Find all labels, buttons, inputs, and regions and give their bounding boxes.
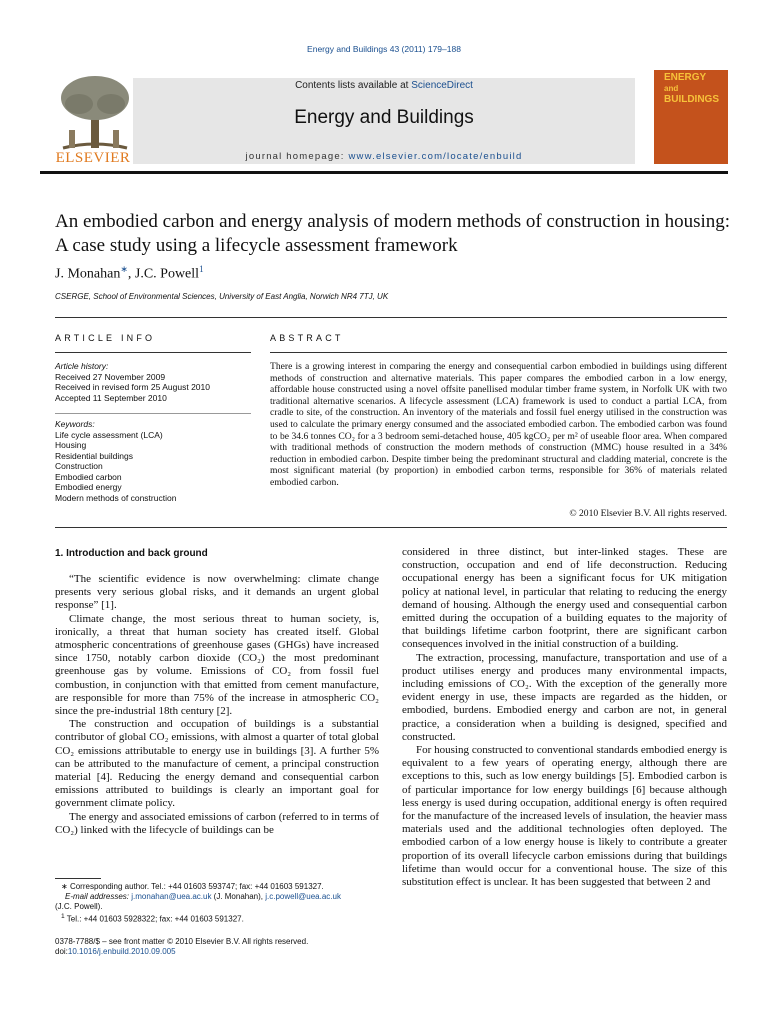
author-2[interactable]: J.C. Powell <box>134 266 200 282</box>
history-label: Article history: <box>55 361 109 371</box>
email-note <box>55 892 379 902</box>
keywords-block <box>55 419 251 503</box>
paragraph: considered in three distinct, but inter-linked stages. These are construction, occupation and end of life deconstruction. Reducing occupational energy has been a significant focus for UK mitigation policy at national level, in particular that relating to reducing the energy demand of housing. Although the energy used and consequential carbon emitted during the occupation of a building equates to the majority of that buildings lifetime carbon footprint, there are significant carbon consequences involved in the initial construction of a building. <box>402 546 727 651</box>
keyword-item: Residential buildings <box>55 450 133 461</box>
homepage-prefix: journal homepage: <box>245 151 349 162</box>
email-label: E-mail addresses: <box>65 892 130 901</box>
footnote-1-text: Tel.: +44 01603 5928322; fax: +44 01603 591327. <box>66 914 244 924</box>
publisher-wordmark: ELSEVIER <box>55 150 131 166</box>
contents-prefix: Contents lists available at <box>295 80 412 91</box>
author-1[interactable]: J. Monahan <box>55 266 121 282</box>
email-2-name: (J.C. Powell). <box>55 902 103 911</box>
author-separator: , <box>127 266 135 282</box>
journal-cover-title <box>664 72 719 105</box>
footnote-1 <box>55 912 379 925</box>
section-heading: 1. Introduction and back ground <box>55 548 208 559</box>
paragraph: The energy and associated emissions of carbon (referred to in terms of CO₂) linked with the lifecycle of buildings can be <box>55 810 379 836</box>
doi-link[interactable]: 10.1016/j.enbuild.2010.09.005 <box>67 947 176 956</box>
doi-line <box>55 947 455 957</box>
homepage-link[interactable]: www.elsevier.com/locate/enbuild <box>348 151 523 162</box>
right-column <box>402 546 727 889</box>
left-column <box>55 573 379 837</box>
history-revised: Received in revised form 25 August 2010 <box>55 382 210 392</box>
corr-mark: ∗ <box>61 882 68 891</box>
keyword-item: Life cycle assessment (LCA) <box>55 429 163 440</box>
sciencedirect-link[interactable]: ScienceDirect <box>411 80 473 91</box>
cover-line-2: and <box>664 84 679 93</box>
footnotes <box>55 882 379 925</box>
keyword-item: Embodied carbon <box>55 471 122 482</box>
footnote-1-mark: 1 <box>61 913 65 920</box>
corr-text: Corresponding author. Tel.: +44 01603 593747; fax: +44 01603 591327. <box>69 882 324 891</box>
paragraph: The extraction, processing, manufacture, transportation and use of a product utilises energy and produces many environmental impacts, including emissions of CO₂. With the exception of the generally more evident energy in use, these impacts are regarded as the hidden, or embodied, burdens. Embodied energy and carbon are not, in general practice, a consideration when a building is designed, specified and constructed. <box>402 651 727 743</box>
journal-name: Energy and Buildings <box>294 107 474 128</box>
journal-citation: Energy and Buildings 43 (2011) 179–188 <box>307 44 461 54</box>
paragraph: For housing constructed to conventional standards embodied energy is equivalent to a few years of operating energy, although there are exceptions to this, such as low energy buildings [5]. Embodied carbon is of particular importance for low energy buildings [6] because although less energy is used during occupation, additional energy is often required for the manufacture of the increased levels of insulation, the heavier mass materials used and the additional technologies often deployed. The embodied carbon of a low energy house is likely to contribute a greater proportion of its overall lifecycle carbon emissions during that buildings lifetime than would occur for a conventional house. The size of this substitution effect is unclear. It has been suggested that between 2 and <box>402 744 727 889</box>
paragraph: Climate change, the most serious threat to human society, is, ironically, a threat that human society has created itself. Global atmospheric concentrations of greenhouse gases (GHGs) have increased since 1750, notably carbon dioxide (CO₂) the most predominant greenhouse gas by volume. Emissions of CO₂ from fossil fuel combustion, in conjunction with that emitted from cement manufacture, are responsible for more than 75% of the increase in atmospheric CO₂ since the pre-industrial 18th century [2]. <box>55 612 379 718</box>
article-title: An embodied carbon and energy analysis of modern methods of construction in housing: A case study using a lifecycle assessment framework <box>55 211 731 256</box>
section-rule <box>55 317 727 318</box>
cover-line-1: ENERGY <box>664 72 707 83</box>
abstract-heading: ABSTRACT <box>270 333 344 343</box>
paragraph: “The scientific evidence is now overwhelming: climate change presents very serious global risks, and it demands an urgent global response” [1]. <box>55 573 379 612</box>
header-rule <box>40 171 728 174</box>
keyword-item: Modern methods of construction <box>55 492 177 503</box>
article-info-rule <box>55 352 251 353</box>
copyright-notice: © 2010 Elsevier B.V. All rights reserved. <box>569 508 727 519</box>
email-link-1[interactable]: j.monahan@uea.ac.uk <box>131 892 212 901</box>
history-divider <box>55 413 251 414</box>
author-1-mark[interactable]: ∗ <box>120 264 128 274</box>
doi-label: doi: <box>55 947 68 956</box>
affiliation: CSERGE, School of Environmental Sciences, University of East Anglia, Norwich NR4 7TJ, UK <box>55 292 389 301</box>
body-rule <box>55 527 727 528</box>
history-accepted: Accepted 11 September 2010 <box>55 392 167 403</box>
front-matter <box>55 937 455 957</box>
keywords-label: Keywords: <box>55 419 95 429</box>
footnote-rule <box>55 878 101 879</box>
author-list <box>55 264 204 283</box>
author-2-mark[interactable]: 1 <box>199 264 204 274</box>
corresponding-author-note <box>55 882 379 892</box>
journal-homepage <box>133 151 635 162</box>
history-received: Received 27 November 2009 <box>55 371 166 382</box>
issn-line: 0378-7788/$ – see front matter © 2010 Elsevier B.V. All rights reserved. <box>55 937 309 946</box>
keyword-item: Construction <box>55 461 103 471</box>
abstract-text: There is a growing interest in comparing the energy and consequential carbon embodied in buildings using different methods of construction and alternative materials. This paper compares the embodied carbon in a low energy, affordable house constructed using a novel offsite panellised modular timber frame system, in Norfolk UK with two traditional alternative scenarios. A lifecycle assessment (LCA) framework is used to conduct a partial LCA, from cradle to site, of the construction. An inventory of the materials and fossil fuel energy utilised in the construction was used to calculate the primary energy consumed and the associated embodied carbon. The embodied carbon was found to be 34.6 tonnes CO₂ for a 3 bedroom semi-detached house, 405 kgCO₂ per m² of useable floor area. When compared with traditional methods of construction the modern methods of construction (MMC) house resulted in a 34% reduction in embodied carbon. Despite timber being the predominant structural and cladding material, concrete is the most significant material (by proportion) in embodied carbon terms, responsible for 36% of materials related embodied carbon. <box>270 361 727 488</box>
email-link-2[interactable]: j.c.powell@uea.ac.uk <box>265 892 341 901</box>
cover-line-3: BUILDINGS <box>664 94 719 105</box>
article-history <box>55 361 251 403</box>
keyword-item: Embodied energy <box>55 482 122 492</box>
abstract-rule <box>270 352 727 353</box>
keyword-item: Housing <box>55 440 87 450</box>
article-info-heading: ARTICLE INFO <box>55 333 156 343</box>
email-1-name: (J. Monahan), <box>211 892 266 901</box>
contents-line <box>133 80 635 91</box>
paragraph: The construction and occupation of buildings is a substantial contributor of global CO₂ emissions, with almost a quarter of total global CO₂ emissions attributable to energy use in buildings [3]. A further 5% can be attributed to the manufacture of cement, a principal construction material [4]. Reducing the energy demand and consequential carbon emissions attributed to buildings is clearly an important goal for government climate policy. <box>55 718 379 810</box>
